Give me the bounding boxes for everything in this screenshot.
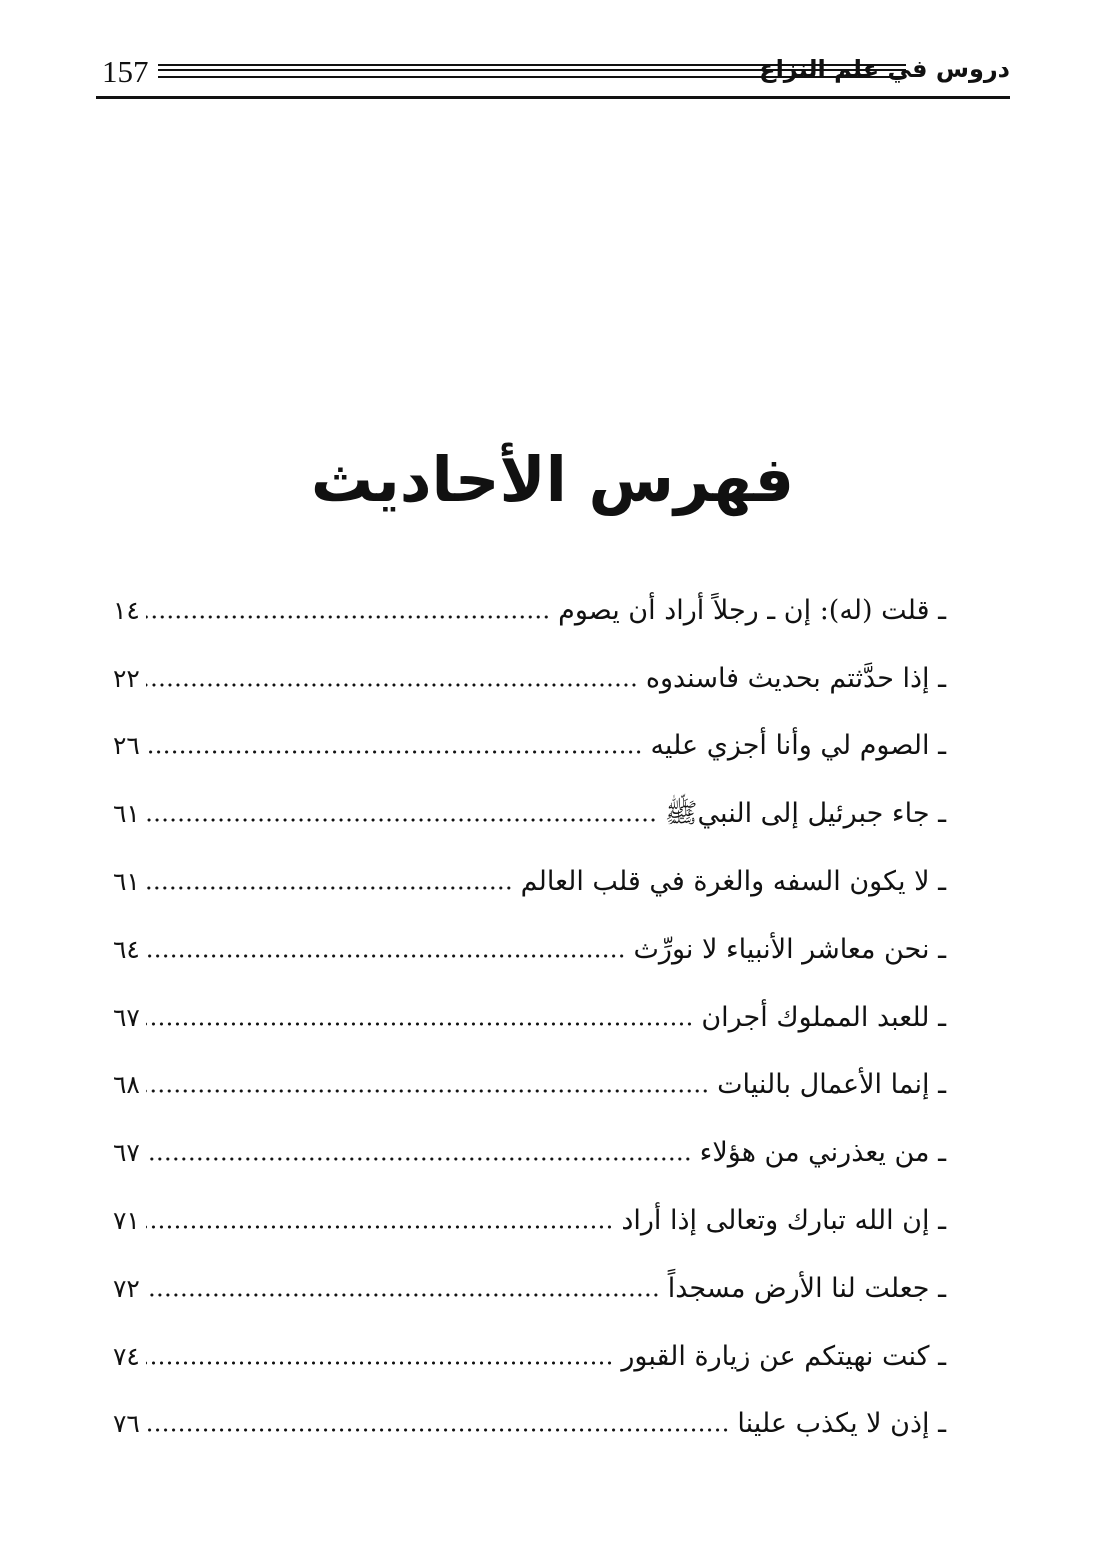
dot-leader bbox=[146, 614, 550, 620]
dot-leader bbox=[146, 682, 638, 688]
entry-text: ـ للعبد المملوك أجران bbox=[701, 1001, 946, 1033]
dot-leader bbox=[146, 1088, 709, 1094]
entry-text: ـ الصوم لي وأنا أجزي عليه bbox=[650, 730, 946, 762]
index-entry bbox=[113, 1187, 946, 1255]
book-title: دروس في علم النزاع bbox=[759, 55, 1010, 83]
entry-page-number: ٧٦ bbox=[113, 1409, 140, 1439]
entry-page-number: ٧٢ bbox=[113, 1273, 140, 1303]
index-entry bbox=[113, 1052, 946, 1120]
dot-leader bbox=[146, 1156, 692, 1162]
dot-leader bbox=[146, 1224, 613, 1230]
index-entry bbox=[113, 848, 946, 916]
entry-page-number: ٦١ bbox=[113, 867, 140, 897]
dot-leader bbox=[146, 749, 643, 755]
entry-text: ـ إذا حدَّثتم بحديث فاسندوه bbox=[645, 662, 946, 694]
entry-text: ـ لا يكون السفه والغرة في قلب العالم bbox=[520, 866, 946, 898]
entry-page-number: ٦٧ bbox=[113, 1138, 140, 1168]
entry-text: ـ كنت نهيتكم عن زيارة القبور bbox=[621, 1340, 946, 1372]
dot-leader bbox=[146, 953, 626, 959]
dot-leader bbox=[146, 1292, 660, 1298]
entry-text: ـ إذن لا يكذب علينا bbox=[737, 1408, 946, 1440]
index-entry bbox=[113, 1119, 946, 1187]
entry-text: ـ جاء جبرئيل إلى النبيﷺ bbox=[664, 798, 946, 830]
entry-page-number: ٦١ bbox=[113, 799, 140, 829]
section-title: فهرس الأحاديث bbox=[310, 443, 795, 516]
dot-leader bbox=[146, 1360, 614, 1366]
dot-leader bbox=[146, 817, 657, 823]
dot-leader bbox=[146, 1427, 730, 1433]
header-rule bbox=[96, 96, 1010, 99]
entry-text: ـ إنما الأعمال بالنيات bbox=[717, 1069, 946, 1101]
entry-text: ـ قلت (له): إن ـ رجلاً أراد أن يصوم bbox=[558, 594, 946, 626]
index-entry bbox=[113, 645, 946, 713]
index-entry bbox=[113, 780, 946, 848]
index-entry bbox=[113, 984, 946, 1052]
page-header bbox=[96, 48, 1010, 100]
entry-page-number: ٧٤ bbox=[113, 1341, 140, 1371]
entry-page-number: ٦٧ bbox=[113, 1002, 140, 1032]
entry-text: ـ جعلت لنا الأرض مسجداً bbox=[667, 1272, 946, 1304]
entry-text: ـ نحن معاشر الأنبياء لا نورِّث bbox=[633, 933, 946, 965]
page-number: 157 bbox=[102, 54, 149, 89]
entry-page-number: ١٤ bbox=[113, 595, 140, 625]
dot-leader bbox=[146, 1021, 693, 1027]
dot-leader bbox=[146, 885, 513, 891]
entry-page-number: ٦٨ bbox=[113, 1070, 140, 1100]
index-entry bbox=[113, 1323, 946, 1391]
index-entry bbox=[113, 1391, 946, 1459]
entry-page-number: ٦٤ bbox=[113, 934, 140, 964]
index-entry bbox=[113, 577, 946, 645]
entry-page-number: ٢٢ bbox=[113, 663, 140, 693]
entry-text: ـ من يعذرني من هؤلاء bbox=[699, 1137, 946, 1169]
entry-text: ـ إن الله تبارك وتعالى إذا أراد bbox=[621, 1205, 946, 1237]
entry-page-number: ٢٦ bbox=[113, 731, 140, 761]
entry-page-number: ٧١ bbox=[113, 1206, 140, 1236]
index-entry bbox=[113, 713, 946, 781]
index-entry bbox=[113, 916, 946, 984]
hadith-index-list bbox=[113, 577, 946, 1458]
index-entry bbox=[113, 1255, 946, 1323]
